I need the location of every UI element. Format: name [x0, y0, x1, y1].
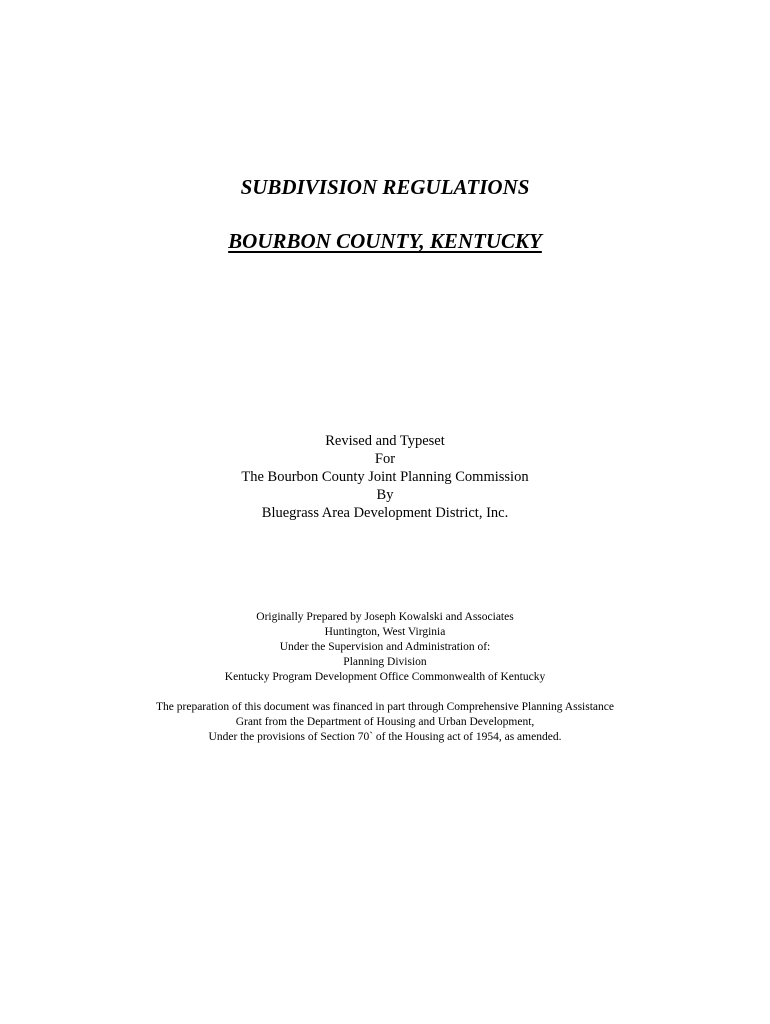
document-subtitle-text: BOURBON COUNTY, KENTUCKY: [228, 229, 542, 253]
original-block: [0, 610, 770, 685]
document-title: SUBDIVISION REGULATIONS: [240, 175, 530, 199]
revised-line: For: [374, 451, 396, 467]
revised-line: Bluegrass Area Development District, Inc.: [261, 505, 509, 521]
original-line: Kentucky Program Development Office Commonwealth of Kentucky: [224, 671, 546, 683]
revised-line: Revised and Typeset: [325, 433, 445, 449]
original-line: Huntington, West Virginia: [324, 626, 446, 638]
finance-line: Grant from the Department of Housing and Urban Development,: [235, 716, 535, 728]
finance-line: The preparation of this document was financed in part through Comprehensive Planning Assistance: [156, 701, 614, 713]
finance-block: [0, 700, 770, 745]
revised-line: By: [376, 487, 394, 503]
document-subtitle: [0, 229, 770, 253]
original-line: Under the Supervision and Administration of:: [279, 641, 491, 653]
revised-line: The Bourbon County Joint Planning Commission: [241, 469, 529, 485]
finance-line: Under the provisions of Section 70` of the Housing act of 1954, as amended.: [208, 731, 562, 743]
original-line: Originally Prepared by Joseph Kowalski and Associates: [256, 611, 514, 623]
revised-block: [0, 432, 770, 522]
original-line: Planning Division: [343, 656, 427, 668]
